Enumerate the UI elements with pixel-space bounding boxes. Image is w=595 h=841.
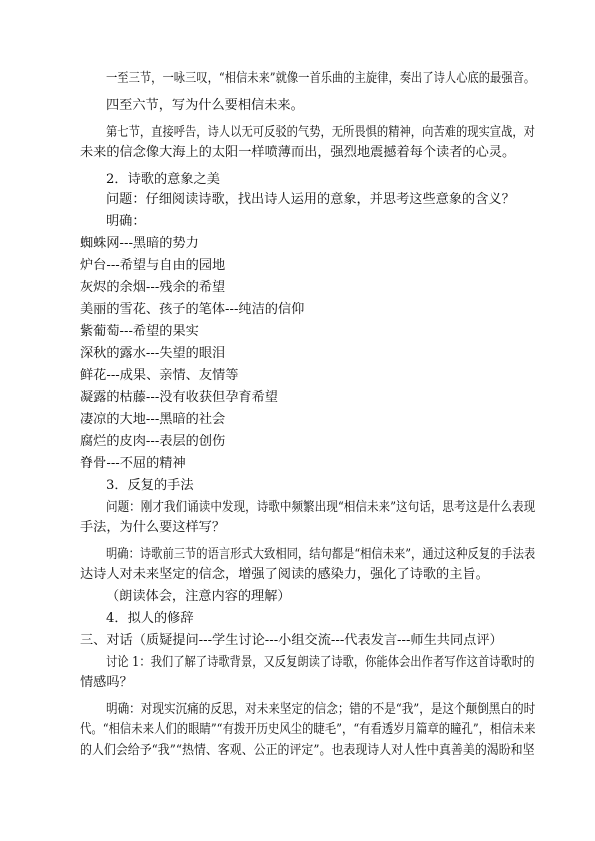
answer-label: 明确： bbox=[106, 214, 146, 229]
imagery-item: 凝露的枯藤---没有收获但孕育希望 bbox=[80, 390, 278, 405]
paragraph-stanzas-1-3: 一至三节，一咏三叹，“相信未来”就像一首乐曲的主旋律，奏出了诗人心底的最强音。 bbox=[106, 71, 536, 86]
imagery-item: 灰烬的余烟---残余的希望 bbox=[80, 280, 226, 295]
section-heading-repetition: 3．反复的手法 bbox=[106, 478, 194, 493]
answer-repetition: 明确：诗歌前三节的语言形式大致相同，结句都是“相信未来”，通过这种反复的手法表 bbox=[106, 547, 536, 562]
imagery-item: 紫葡萄---希望的果实 bbox=[80, 324, 199, 339]
answer-repetition-cont: 达诗人对未来坚定的信念，增强了阅读的感染力，强化了诗歌的主旨。 bbox=[80, 567, 489, 582]
imagery-item: 腐烂的皮肉---表层的创伤 bbox=[80, 434, 226, 449]
imagery-item: 脊骨---不屈的精神 bbox=[80, 456, 186, 471]
imagery-item: 凄凉的大地---黑暗的社会 bbox=[80, 412, 226, 427]
section-heading-imagery: 2．诗歌的意象之美 bbox=[106, 172, 220, 187]
paragraph-stanza-7-cont: 未来的信念像大海上的太阳一样喷薄而出，强烈地震撼着每个读者的心灵。 bbox=[80, 145, 516, 160]
section-heading-personification: 4．拟人的修辞 bbox=[106, 611, 194, 626]
discussion-1: 讨论 1：我们了解了诗歌背景，又反复朗读了诗歌，你能体会出作者写作这首诗歌时的 bbox=[106, 655, 535, 670]
section-heading-dialogue: 三、对话（质疑提问---学生讨论---小组交流---代表发言---师生共同点评） bbox=[80, 633, 503, 648]
discussion-1-cont: 情感吗？ bbox=[80, 675, 133, 690]
imagery-item: 美丽的雪花、孩子的笔体---纯洁的信仰 bbox=[80, 302, 305, 317]
imagery-item: 蜘蛛网---黑暗的势力 bbox=[80, 236, 199, 251]
answer-discussion-1-cont: 的人们会给予“我”“热情、客观、公正的评定”。也表现诗人对人性中真善美的渴盼和坚 bbox=[80, 743, 535, 758]
imagery-item: 炉台---希望与自由的园地 bbox=[80, 258, 226, 273]
imagery-item: 深秋的露水---失望的眼泪 bbox=[80, 346, 226, 361]
reading-note: （朗读体会，注意内容的理解） bbox=[106, 589, 291, 604]
question-repetition-cont: 手法，为什么要这样写？ bbox=[80, 520, 226, 535]
answer-discussion-1: 明确：对现实沉痛的反思，对未来坚定的信念；错的不是“我”，是这个颠倒黑白的时 bbox=[106, 702, 536, 717]
question-imagery: 问题：仔细阅读诗歌，找出诗人运用的意象，并思考这些意象的含义？ bbox=[106, 192, 515, 207]
imagery-item: 鲜花---成果、亲情、友情等 bbox=[80, 368, 239, 383]
answer-discussion-1-cont: 代。“相信未来人们的眼睛”“有拨开历史风尘的睫毛”，“有看透岁月篇章的瞳孔”，相信未来 bbox=[80, 722, 536, 737]
paragraph-stanzas-4-6: 四至六节，写为什么要相信未来。 bbox=[106, 98, 304, 113]
question-repetition: 问题：刚才我们诵读中发现，诗歌中频繁出现“相信未来”这句话，思考这是什么表现 bbox=[106, 500, 536, 515]
paragraph-stanza-7: 第七节，直接呼告，诗人以无可反驳的气势，无所畏惧的精神，向苦难的现实宣战，对 bbox=[106, 125, 535, 140]
